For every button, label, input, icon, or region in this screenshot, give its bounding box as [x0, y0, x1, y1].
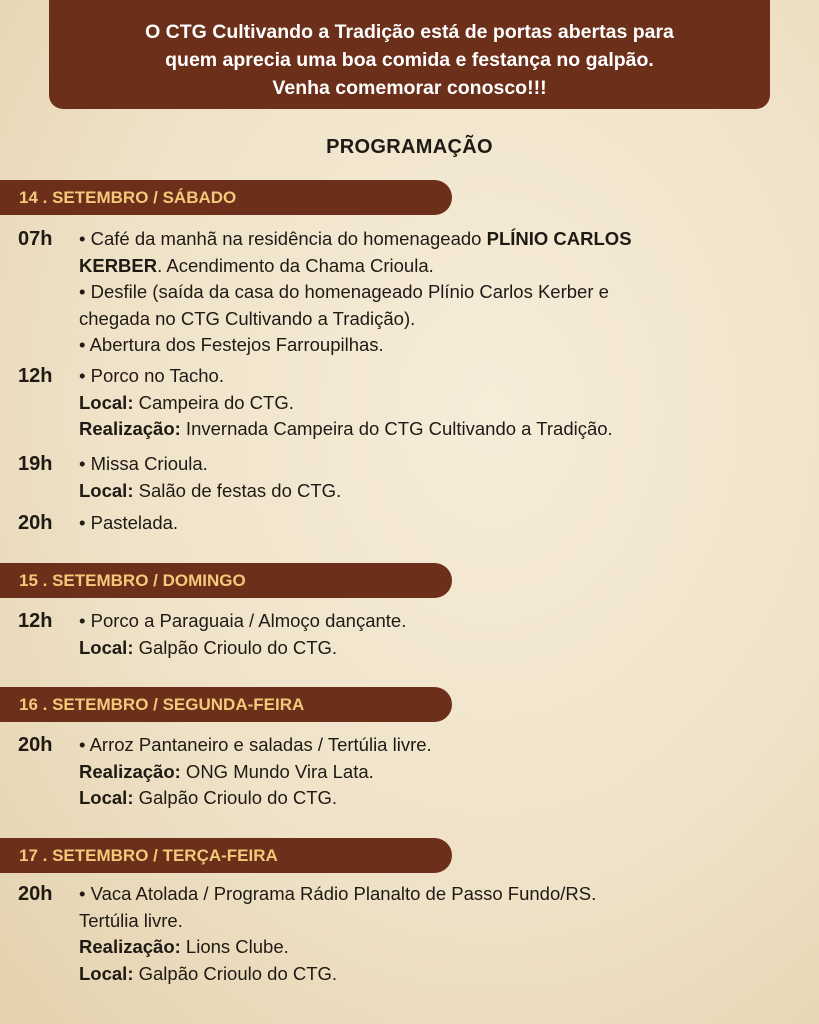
entry-line: chegada no CTG Cultivando a Tradição). — [79, 307, 416, 329]
entry-line: • Abertura dos Festejos Farroupilhas. — [79, 334, 384, 355]
page-title: PROGRAMAÇÃO — [326, 136, 493, 158]
entry-line: KERBER. Acendimento da Chama Crioula. — [79, 254, 434, 276]
entry-line: • Arroz Pantaneiro e saladas / Tertúlia livre. — [79, 734, 432, 755]
entry-line: • Porco no Tacho. — [79, 365, 224, 386]
entry-time: 20h — [18, 512, 53, 534]
entry-line: Realização: ONG Mundo Vira Lata. — [79, 760, 374, 782]
entry-line: • Vaca Atolada / Programa Rádio Planalto de Passo Fundo/RS. — [79, 883, 597, 904]
entry-time: 20h — [18, 734, 53, 756]
entry-time: 12h — [18, 365, 53, 387]
intro-line: O CTG Cultivando a Tradição está de portas abertas para — [145, 21, 674, 43]
entry-line: Local: Campeira do CTG. — [79, 391, 294, 413]
day-header: 14 . SETEMBRO / SÁBADO — [0, 180, 452, 215]
intro-line: quem aprecia uma boa comida e festança no galpão. — [165, 49, 654, 71]
entry-time: 20h — [18, 883, 53, 905]
entry-line: Local: Galpão Crioulo do CTG. — [79, 636, 338, 658]
entry-line: • Pastelada. — [79, 512, 179, 533]
entry-line: • Desfile (saída da casa do homenageado Plínio Carlos Kerber e — [79, 281, 609, 302]
entry-line: Local: Galpão Crioulo do CTG. — [79, 787, 338, 808]
day-header: 15 . SETEMBRO / DOMINGO — [0, 563, 452, 598]
entry-line: • Missa Crioula. — [79, 453, 208, 474]
intro-banner — [49, 0, 770, 109]
entry-line: Local: Salão de festas do CTG. — [79, 479, 342, 501]
day-header: 16 . SETEMBRO / SEGUNDA-FEIRA — [0, 687, 452, 722]
intro-line: Venha comemorar conosco!!! — [272, 77, 547, 99]
entry-line: Tertúlia livre. — [79, 909, 183, 931]
entry-line: Local: Galpão Crioulo do CTG. — [79, 962, 338, 984]
entry-line: Realização: Lions Clube. — [79, 936, 289, 957]
entry-time: 19h — [18, 453, 53, 475]
day-header: 17 . SETEMBRO / TERÇA-FEIRA — [0, 838, 452, 873]
entry-line: • Porco a Paraguaia / Almoço dançante. — [79, 610, 407, 631]
entry-time: 07h — [18, 228, 53, 250]
entry-time: 12h — [18, 610, 53, 632]
entry-line: • Café da manhã na residência do homenageado PLÍNIO CARLOS — [79, 228, 632, 249]
entry-line: Realização: Invernada Campeira do CTG Cultivando a Tradição. — [79, 418, 613, 439]
